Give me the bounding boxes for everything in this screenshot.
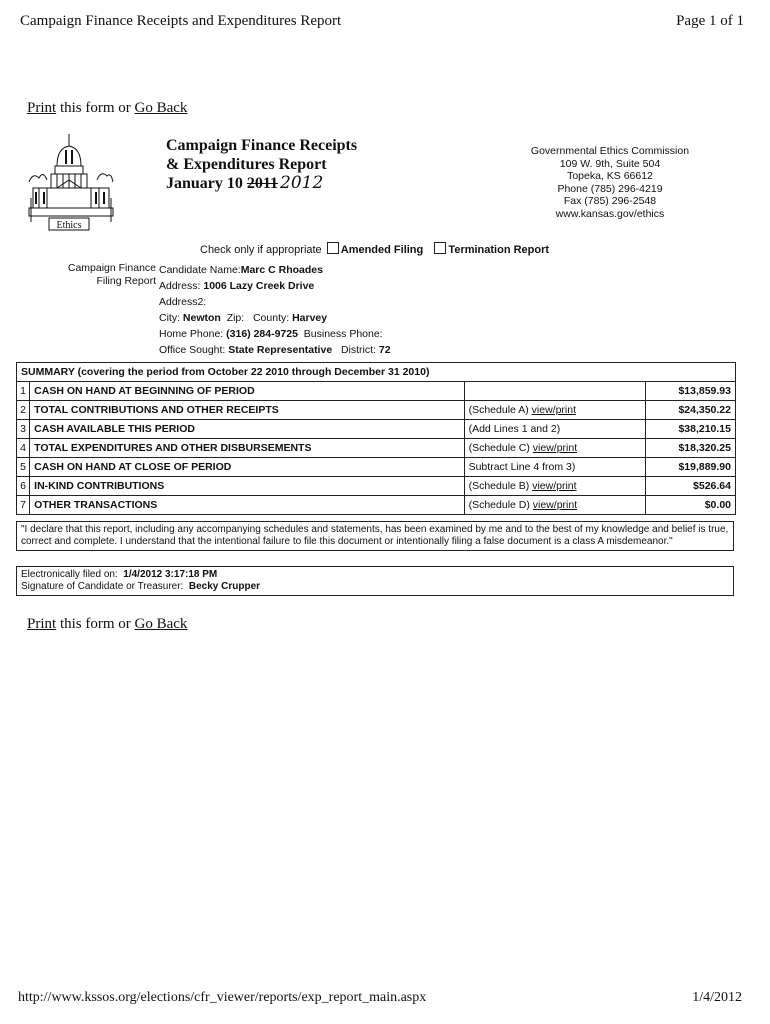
- nav-separator-text-bottom: this form or: [56, 616, 135, 632]
- termination-report-label: Termination Report: [448, 244, 550, 256]
- nav-separator-text: this form or: [56, 100, 135, 116]
- table-row: [17, 382, 736, 401]
- filing-report-label: [40, 262, 156, 288]
- print-link-bottom[interactable]: Print: [27, 616, 57, 632]
- row-number: 5: [17, 458, 30, 477]
- logo-ethics-text: Ethics: [56, 220, 82, 231]
- row-number: 1: [17, 382, 30, 401]
- candidate-office-row: [159, 342, 391, 358]
- agency-phone: Phone (785) 296-4219: [557, 182, 663, 195]
- page-number: Page 1 of 1: [676, 13, 744, 29]
- row-amount: $13,859.93: [645, 382, 735, 401]
- report-date-prefix: January 10: [166, 175, 247, 192]
- bottom-nav: [27, 616, 187, 633]
- signature-label: Signature of Candidate or Treasurer:: [21, 581, 184, 592]
- county-label: County:: [252, 312, 290, 324]
- row-label: CASH ON HAND AT BEGINNING OF PERIOD: [30, 382, 464, 401]
- filed-date-row: [21, 569, 729, 581]
- row-number: 6: [17, 477, 30, 496]
- district-label: District:: [340, 344, 376, 356]
- agency-city: Topeka, KS 66612: [567, 170, 653, 182]
- row-schedule: (Schedule A) view/print: [464, 401, 645, 420]
- amended-filing-checkbox[interactable]: [327, 242, 339, 254]
- candidate-district: 72: [378, 344, 391, 356]
- row-schedule: (Schedule C) view/print: [464, 439, 645, 458]
- filing-report-label-line1: Campaign Finance: [67, 262, 156, 274]
- candidate-address: 1006 Lazy Creek Drive: [203, 280, 315, 292]
- row-number: 2: [17, 401, 30, 420]
- office-label: Office Sought:: [159, 344, 226, 356]
- table-row: [17, 458, 736, 477]
- row-label: TOTAL EXPENDITURES AND OTHER DISBURSEMENTS: [30, 439, 464, 458]
- row-schedule: (Add Lines 1 and 2): [464, 420, 645, 439]
- candidate-county: Harvey: [292, 312, 328, 324]
- agency-fax: Fax (785) 296-2548: [563, 195, 657, 207]
- candidate-home-phone: (316) 284-9725: [226, 328, 298, 340]
- agency-contact-block: [520, 145, 700, 220]
- go-back-link[interactable]: Go Back: [134, 100, 188, 116]
- candidate-office: State Representative: [228, 344, 333, 356]
- summary-table: [16, 362, 736, 515]
- candidate-address-row: [159, 278, 391, 294]
- summary-heading-row: [17, 363, 736, 382]
- candidate-name: Marc C Rhoades: [240, 264, 323, 276]
- signature-value: Becky Crupper: [188, 581, 261, 592]
- city-label: City:: [159, 312, 180, 324]
- row-amount: $0.00: [645, 496, 735, 515]
- print-link[interactable]: Print: [27, 100, 57, 116]
- report-title: [166, 136, 357, 193]
- row-label: IN-KIND CONTRIBUTIONS: [30, 477, 464, 496]
- filed-value: 1/4/2012 3:17:18 PM: [123, 569, 218, 580]
- termination-report-checkbox[interactable]: [434, 242, 446, 254]
- table-row: [17, 420, 736, 439]
- filing-report-label-line2: Filing Report: [96, 275, 156, 287]
- agency-name: Governmental Ethics Commission: [530, 145, 690, 157]
- row-amount: $38,210.15: [645, 420, 735, 439]
- table-row: [17, 401, 736, 420]
- row-schedule: (Schedule D) view/print: [464, 496, 645, 515]
- page-header-title: Campaign Finance Receipts and Expenditures Report: [20, 13, 342, 29]
- footer-url: http://www.kssos.org/elections/cfr_viewer/reports/exp_report_main.aspx: [18, 990, 427, 1005]
- candidate-info: [159, 262, 391, 358]
- schedule-d-view-print-link[interactable]: view/print: [532, 499, 578, 511]
- row-schedule: [464, 382, 645, 401]
- candidate-name-row: [159, 262, 391, 278]
- go-back-link-bottom[interactable]: Go Back: [134, 616, 188, 632]
- candidate-city: Newton: [182, 312, 221, 324]
- candidate-name-label: Candidate Name:: [159, 264, 241, 276]
- report-title-line2: & Expenditures Report: [166, 156, 327, 173]
- row-label: CASH AVAILABLE THIS PERIOD: [30, 420, 464, 439]
- candidate-address2-row: [159, 294, 391, 310]
- table-row: [17, 439, 736, 458]
- row-number: 4: [17, 439, 30, 458]
- row-label: TOTAL CONTRIBUTIONS AND OTHER RECEIPTS: [30, 401, 464, 420]
- row-schedule: (Schedule B) view/print: [464, 477, 645, 496]
- ethics-commission-logo: [27, 132, 115, 232]
- row-label: CASH ON HAND AT CLOSE OF PERIOD: [30, 458, 464, 477]
- agency-website: www.kansas.gov/ethics: [555, 207, 665, 220]
- business-phone-label: Business Phone:: [303, 328, 383, 340]
- row-amount: $18,320.25: [645, 439, 735, 458]
- row-number: 7: [17, 496, 30, 515]
- check-prompt: Check only if appropriate: [200, 244, 322, 256]
- zip-label: Zip:: [226, 312, 245, 324]
- report-date-handwritten-year: 2012: [280, 173, 324, 193]
- filing-info: [16, 566, 734, 596]
- report-title-line1: Campaign Finance Receipts: [166, 137, 358, 154]
- schedule-c-view-print-link[interactable]: view/print: [532, 442, 578, 454]
- row-amount: $526.64: [645, 477, 735, 496]
- filed-label: Electronically filed on:: [21, 569, 118, 580]
- summary-heading: SUMMARY (covering the period from October 22 2010 through December 31 2010): [17, 363, 736, 382]
- row-schedule: Subtract Line 4 from 3): [464, 458, 645, 477]
- schedule-b-view-print-link[interactable]: view/print: [532, 480, 577, 492]
- top-nav: [27, 100, 187, 117]
- candidate-city-row: [159, 310, 391, 326]
- report-date: [166, 174, 357, 193]
- amended-filing-label: Amended Filing: [340, 244, 424, 256]
- signature-row: [21, 581, 729, 593]
- schedule-a-view-print-link[interactable]: view/print: [531, 404, 576, 416]
- table-row: [17, 477, 736, 496]
- address-label: Address:: [159, 280, 201, 292]
- table-row: [17, 496, 736, 515]
- address2-label: Address2:: [159, 296, 207, 308]
- home-phone-label: Home Phone:: [159, 328, 224, 340]
- report-date-struck-year: 2011: [246, 175, 279, 192]
- filing-type-checks: [200, 242, 549, 256]
- row-label: OTHER TRANSACTIONS: [30, 496, 464, 515]
- footer-date: 1/4/2012: [692, 990, 742, 1005]
- candidate-phone-row: [159, 326, 391, 342]
- agency-address: 109 W. 9th, Suite 504: [559, 157, 661, 170]
- row-amount: $19,889.90: [645, 458, 735, 477]
- row-number: 3: [17, 420, 30, 439]
- declaration-statement: "I declare that this report, including any accompanying schedules and statements, has been examined by me and to the best of my knowledge and belief is true, correct and complete. I understand that the intentional failure to file this document or intentionally filing a false document is a class A misdemeanor.": [16, 521, 734, 551]
- row-amount: $24,350.22: [645, 401, 735, 420]
